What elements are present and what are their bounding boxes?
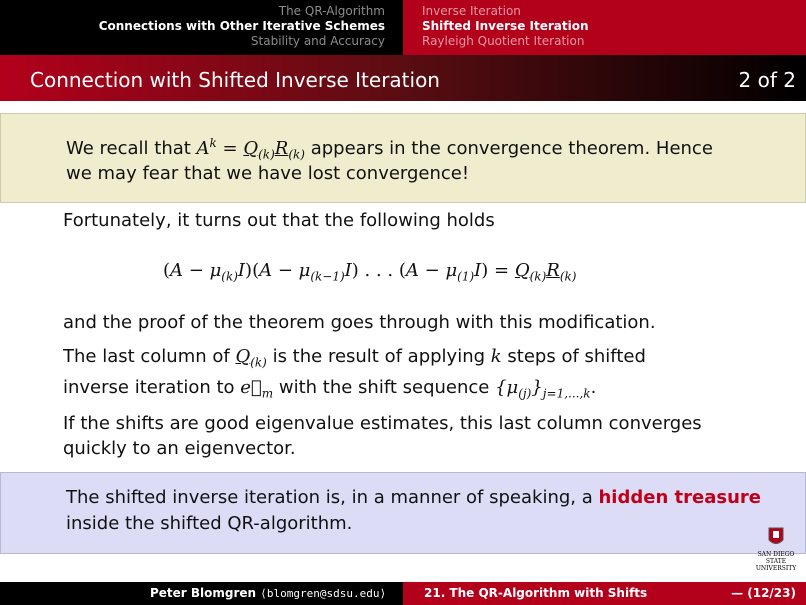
nav-section-stability[interactable]: Stability and Accuracy xyxy=(250,34,385,48)
shifts-text-1: If the shifts are good eigenvalue estimates, this last column converges xyxy=(63,413,702,434)
nav-subsection-shifted-inverse[interactable]: Shifted Inverse Iteration xyxy=(422,19,589,33)
nav-subsection-inverse-iteration[interactable]: Inverse Iteration xyxy=(422,4,521,18)
nav-section-connections[interactable]: Connections with Other Iterative Schemes xyxy=(98,19,385,33)
footer-email: ⟨blomgren@sdsu.edu⟩ xyxy=(260,587,387,600)
recall-line-2: we may fear that we have lost convergence! xyxy=(66,163,470,184)
hidden-treasure-line-2: inside the shifted QR-algorithm. xyxy=(66,513,353,534)
recall-line-1: We recall that $A^k = Q_{(k)}R_{(k)}$ appears in the convergence theorem. Hence xyxy=(66,136,713,162)
footer-lecture: 21. The QR-Algorithm with Shifts xyxy=(424,586,648,600)
shifts-text-2: quickly to an eigenvector. xyxy=(63,438,296,459)
top-nav-subsections xyxy=(403,0,806,55)
hidden-treasure-highlight: hidden treasure xyxy=(598,487,761,508)
logo-line-1: SAN DIEGO STATE xyxy=(757,551,795,565)
product-equation: $(A - \mu_{(k)}I)(A - \mu_{(k-1)}I)$ . . . $(A - \mu_{(1)}I) = Q_{(k)}R_{(k)}$ xyxy=(163,260,577,284)
last-column-text: The last column of $Q_{(k)}$ is the result of applying k steps of shifted xyxy=(63,346,646,370)
proof-text: and the proof of the theorem goes through with this modification. xyxy=(63,312,656,333)
slide-page-counter: 2 of 2 xyxy=(738,68,796,92)
nav-subsection-rayleigh[interactable]: Rayleigh Quotient Iteration xyxy=(422,34,585,48)
logo-line-2: UNIVERSITY xyxy=(755,565,797,572)
sdsu-logo xyxy=(748,527,804,572)
fortunately-text: Fortunately, it turns out that the following holds xyxy=(63,210,495,231)
slide-title: Connection with Shifted Inverse Iteration xyxy=(30,68,440,92)
nav-section-qr-algorithm[interactable]: The QR-Algorithm xyxy=(278,4,385,18)
footer-author: Peter Blomgren ⟨blomgren@sdsu.edu⟩ xyxy=(150,586,387,600)
footer-page-count: — (12/23) xyxy=(731,586,796,600)
hidden-treasure-line-1: The shifted inverse iteration is, in a manner of speaking, a hidden treasure xyxy=(66,487,761,508)
top-nav-sections xyxy=(0,0,403,55)
inverse-iteration-text: inverse iteration to $e⃗_m$ with the shift sequence $\{\mu_{(j)}\}_{j=1,...,k}$. xyxy=(63,377,597,401)
